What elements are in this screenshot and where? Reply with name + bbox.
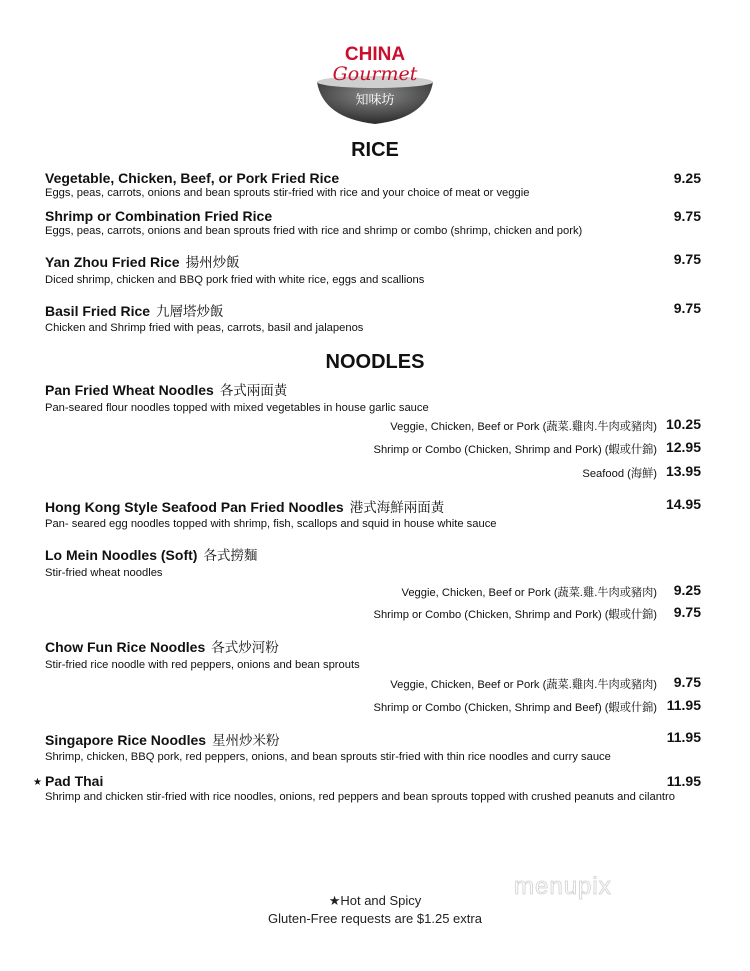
option-price: 12.95	[665, 439, 701, 455]
rice-item-name	[45, 300, 224, 320]
item-cn: 各式炒河粉	[211, 640, 279, 656]
item-en: Basil Fried Rice	[45, 303, 151, 319]
rice-heading: RICE	[351, 139, 399, 161]
rice-item-name: Shrimp or Combination Fried Rice	[45, 208, 273, 224]
noodle-item-desc: Pan- seared egg noodles topped with shrimp, fish, scallops and squid in house white sauce	[45, 518, 497, 530]
option-label: Shrimp or Combo (Chicken, Shrimp and Pork) (蝦或什錦)	[373, 444, 657, 456]
gluten-free-note: Gluten-Free requests are $1.25 extra	[268, 911, 482, 926]
item-cn: 揚州炒飯	[185, 255, 240, 271]
logo-chinese: 知味坊	[355, 93, 395, 108]
item-en: Chow Fun Rice Noodles	[45, 639, 206, 655]
noodle-item-name	[45, 729, 280, 749]
option-label: Shrimp or Combo (Chicken, Shrimp and Beef) (蝦或什錦)	[373, 702, 657, 714]
option-label: Veggie, Chicken, Beef or Pork (蔬菜.雞.牛肉或豬肉)	[401, 587, 657, 599]
noodle-item-name: Pad Thai	[45, 773, 104, 789]
china-gourmet-logo	[309, 38, 441, 126]
option-price: 9.75	[673, 604, 701, 620]
rice-item-price: 9.75	[673, 251, 701, 267]
option-price: 10.25	[665, 416, 701, 432]
item-en: Hong Kong Style Seafood Pan Fried Noodles	[45, 499, 344, 515]
option-label: Shrimp or Combo (Chicken, Shrimp and Pork) (蝦或什錦)	[373, 609, 657, 621]
rice-item-desc: Diced shrimp, chicken and BBQ pork fried with white rice, eggs and scallions	[45, 274, 425, 286]
option-label: Seafood (海鮮)	[582, 468, 657, 480]
rice-item-desc: Eggs, peas, carrots, onions and bean sprouts stir-fried with rice and your choice of meat or veggie	[45, 187, 530, 199]
option-price: 13.95	[665, 463, 701, 479]
noodle-item-name	[45, 379, 287, 399]
rice-item-desc: Eggs, peas, carrots, onions and bean sprouts fried with rice and shrimp or combo (shrimp, chicken and pork)	[45, 225, 583, 237]
item-en: Yan Zhou Fried Rice	[45, 254, 180, 270]
noodle-item-name	[45, 544, 257, 564]
item-cn: 星州炒米粉	[212, 733, 280, 749]
item-en: Lo Mein Noodles (Soft)	[45, 547, 198, 563]
noodle-item-desc: Stir-fried rice noodle with red peppers, onions and bean sprouts	[45, 659, 360, 671]
item-cn: 九層塔炒飯	[156, 304, 224, 320]
rice-item-price: 9.25	[673, 170, 701, 186]
item-en: Pan Fried Wheat Noodles	[45, 382, 214, 398]
noodle-item-name	[45, 636, 279, 656]
rice-item-name: Vegetable, Chicken, Beef, or Pork Fried Rice	[45, 170, 340, 186]
noodle-item-desc: Shrimp, chicken, BBQ pork, red peppers, onions, and bean sprouts stir-fried with thin rice noodles and curry sauce	[45, 751, 611, 763]
option-price: 11.95	[666, 697, 701, 713]
rice-item-name	[45, 251, 240, 271]
rice-item-desc: Chicken and Shrimp fried with peas, carrots, basil and jalapenos	[45, 322, 364, 334]
spicy-note: ★Hot and Spicy	[328, 893, 422, 908]
spicy-star-icon: ★	[33, 777, 42, 788]
logo-line1: CHINA	[344, 44, 406, 65]
noodle-item-desc: Shrimp and chicken stir-fried with rice noodles, onions, red peppers and bean sprouts topped with crushed peanuts and cilantro	[45, 791, 675, 803]
noodle-item-desc: Stir-fried wheat noodles	[45, 567, 163, 579]
item-cn: 港式海鮮兩面黃	[349, 500, 445, 516]
noodle-item-price: 11.95	[666, 773, 701, 789]
noodle-item-price: 11.95	[666, 729, 701, 745]
watermark-text: menupix	[514, 873, 612, 900]
option-label: Veggie, Chicken, Beef or Pork (蔬菜.雞肉.牛肉或豬肉)	[390, 421, 657, 433]
item-en: Singapore Rice Noodles	[45, 732, 207, 748]
noodle-item-price: 14.95	[665, 496, 701, 512]
noodle-item-name	[45, 496, 444, 516]
option-price: 9.25	[673, 582, 701, 598]
logo-line2: Gourmet	[332, 63, 418, 85]
option-label: Veggie, Chicken, Beef or Pork (蔬菜.雞肉.牛肉或豬肉)	[390, 679, 657, 691]
noodle-item-desc: Pan-seared flour noodles topped with mixed vegetables in house garlic sauce	[45, 402, 429, 414]
option-price: 9.75	[673, 674, 701, 690]
rice-item-price: 9.75	[673, 300, 701, 316]
item-cn: 各式撈麵	[203, 548, 258, 564]
noodles-heading: NOODLES	[325, 351, 425, 373]
item-cn: 各式兩面黃	[219, 383, 288, 399]
rice-item-price: 9.75	[673, 208, 701, 224]
